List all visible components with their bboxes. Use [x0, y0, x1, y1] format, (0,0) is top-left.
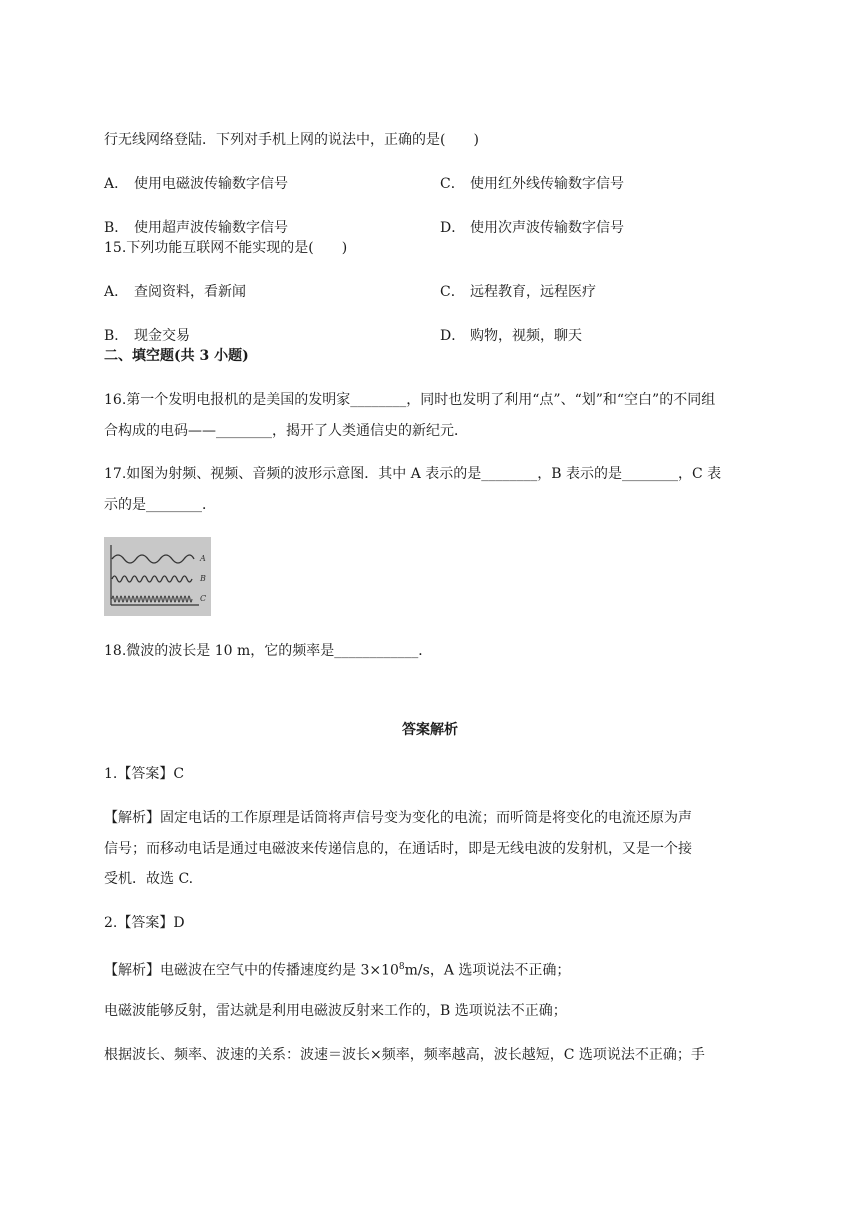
- q15-option-b: [104, 326, 190, 346]
- label-b: B: [200, 574, 206, 583]
- q15-stem: 15.下列功能互联网不能实现的是( ): [104, 240, 348, 256]
- explain-1-line-2: 信号；而移动电话是通过电磁波来传递信息的，在通话时，即是无线电波的发射机，又是一个接: [104, 841, 692, 857]
- option-letter: C．: [440, 176, 465, 192]
- option-text: 购物，视频，聊天: [470, 328, 582, 344]
- option-letter: B．: [104, 328, 129, 344]
- q14-option-b: [104, 218, 288, 238]
- waveform-diagram: [104, 537, 211, 616]
- option-text: 使用超声波传输数字信号: [134, 220, 288, 236]
- q15-option-a: [104, 282, 246, 302]
- q15-option-d: [440, 326, 582, 346]
- explain-2-line-3: 根据波长、频率、波速的关系：波速＝波长×频率，频率越高，波长越短，C 选项说法不正确；手: [104, 1047, 705, 1063]
- option-text: 远程教育，远程医疗: [470, 284, 596, 300]
- q16-line-2: 合构成的电码——________，揭开了人类通信史的新纪元．: [104, 423, 468, 439]
- wave-b: [112, 576, 192, 582]
- q16-line-1: 16.第一个发明电报机的是美国的发明家________，同时也发明了利用“点”、“划”和“空白”的不同组: [104, 392, 716, 408]
- q15-option-c: [440, 282, 596, 302]
- answer-1: 1.【答案】C: [104, 766, 185, 782]
- option-text: 使用红外线传输数字信号: [470, 176, 624, 192]
- q14-option-d: [440, 218, 624, 238]
- label-c: C: [200, 594, 207, 603]
- explain-2-line-1: [104, 957, 570, 981]
- q17-line-2: 示的是________．: [104, 497, 216, 513]
- q14-option-a: [104, 174, 288, 194]
- option-letter: A．: [104, 176, 129, 192]
- q14-option-c: [440, 174, 624, 194]
- option-letter: D．: [440, 220, 466, 236]
- waveform-figure: [104, 537, 211, 616]
- wave-c: [112, 596, 192, 602]
- answer-2: 2.【答案】D: [104, 915, 185, 931]
- option-text: 查阅资料，看新闻: [134, 284, 246, 300]
- option-letter: A．: [104, 284, 129, 300]
- option-text: 现金交易: [134, 328, 190, 344]
- option-text: 使用次声波传输数字信号: [470, 220, 624, 236]
- option-letter: B．: [104, 220, 129, 236]
- q14-stem: 行无线网络登陆．下列对手机上网的说法中，正确的是( ): [104, 132, 479, 148]
- q18-text: 18.微波的波长是 10 m，它的频率是____________．: [104, 643, 433, 659]
- explain-2-text-pre: 【解析】电磁波在空气中的传播速度约是 3×10: [104, 962, 399, 979]
- answers-title: 答案解析: [402, 722, 458, 738]
- label-a: A: [200, 554, 206, 563]
- option-text: 使用电磁波传输数字信号: [134, 176, 288, 192]
- explain-1-line-1: 【解析】固定电话的工作原理是话筒将声信号变为变化的电流；而听筒是将变化的电流还原为声: [104, 810, 692, 826]
- section-title: 二、填空题(共 3 小题): [104, 348, 249, 364]
- wave-a: [112, 555, 194, 563]
- exponent: 8: [398, 962, 405, 972]
- option-letter: C．: [440, 284, 465, 300]
- option-letter: D．: [440, 328, 466, 344]
- explain-1-line-3: 受机．故选 C.: [104, 871, 194, 887]
- explain-2-line-2: 电磁波能够反射，雷达就是利用电磁波反射来工作的，B 选项说法不正确；: [104, 1003, 567, 1019]
- q17-line-1: 17.如图为射频、视频、音频的波形示意图．其中 A 表示的是________，B 表示的是________，C 表: [104, 466, 722, 482]
- explain-2-text-post: m/s，A 选项说法不正确；: [404, 962, 571, 979]
